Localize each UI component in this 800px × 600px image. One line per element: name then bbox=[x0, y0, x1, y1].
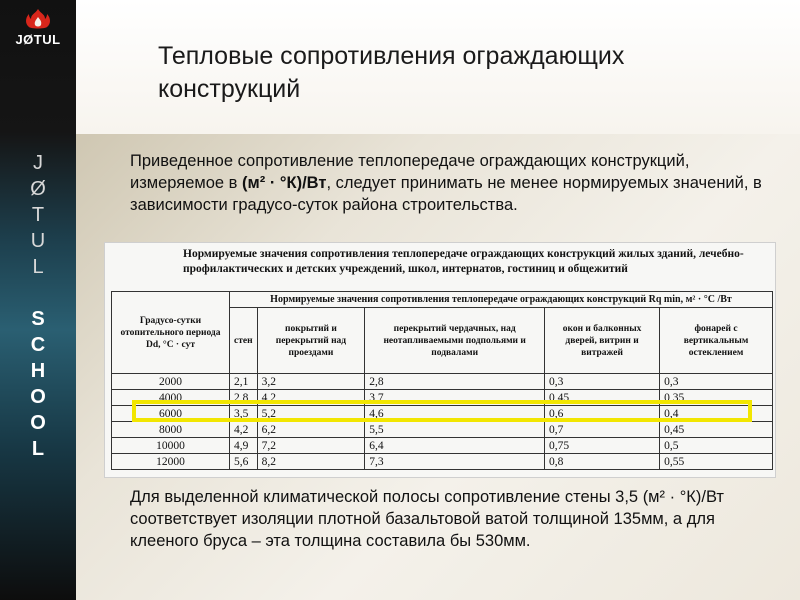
brand-bold-letters bbox=[22, 306, 54, 462]
logo-text: JØTUL bbox=[15, 32, 61, 47]
brand-letter: L bbox=[31, 438, 45, 460]
norm-table-image bbox=[104, 242, 776, 478]
table-cell: 3,5 bbox=[230, 406, 258, 422]
intro-unit: (м² · °К)/Вт bbox=[242, 174, 327, 192]
col-header-walls: стен bbox=[230, 308, 258, 374]
jotul-logo bbox=[6, 8, 70, 47]
table-cell: 10000 bbox=[112, 438, 230, 454]
table-cell: 3,2 bbox=[257, 374, 365, 390]
intro-paragraph bbox=[130, 150, 780, 216]
table-row bbox=[112, 390, 773, 406]
sidebar bbox=[0, 0, 76, 600]
table-cell: 6,2 bbox=[257, 422, 365, 438]
table-cell: 4,2 bbox=[230, 422, 258, 438]
table-row-highlighted bbox=[112, 406, 773, 422]
col-header-roofs: покрытий и перекрытий над проездами bbox=[257, 308, 365, 374]
brand-letter: Ø bbox=[30, 178, 46, 200]
col-header-skylights: фонарей с вертикальным остеклением bbox=[660, 308, 773, 374]
table-cell: 6,4 bbox=[365, 438, 545, 454]
col-header-windows: окон и балконных дверей, витрин и витражей bbox=[545, 308, 660, 374]
brand-letter: O bbox=[30, 386, 46, 408]
table-cell: 4,6 bbox=[365, 406, 545, 422]
table-cell: 12000 bbox=[112, 454, 230, 470]
table-cell: 0,3 bbox=[545, 374, 660, 390]
table-cell: 0,35 bbox=[660, 390, 773, 406]
table-cell: 8,2 bbox=[257, 454, 365, 470]
table-cell: 0,55 bbox=[660, 454, 773, 470]
table-cell: 0,45 bbox=[545, 390, 660, 406]
table-cell: 6000 bbox=[112, 406, 230, 422]
table-cell: 0,7 bbox=[545, 422, 660, 438]
table-cell: 2,8 bbox=[230, 390, 258, 406]
group-header: Нормируемые значения сопротивления теплопередаче ограждающих конструкций Rq min, м² · °С /Вт bbox=[230, 292, 773, 308]
table-cell: 0,5 bbox=[660, 438, 773, 454]
table-row bbox=[112, 374, 773, 390]
table-cell: 5,6 bbox=[230, 454, 258, 470]
intro-text-1: Приведенное сопротивление теплопередаче ограждающих конструкций, измеряемое в bbox=[130, 152, 690, 192]
table-cell: 5,5 bbox=[365, 422, 545, 438]
table-cell: 0,75 bbox=[545, 438, 660, 454]
table-cell: 0,4 bbox=[660, 406, 773, 422]
table-row bbox=[112, 422, 773, 438]
table-cell: 5,2 bbox=[257, 406, 365, 422]
brand-letter: S bbox=[31, 308, 45, 330]
table-cell: 3,7 bbox=[365, 390, 545, 406]
intro-text-2: , следует принимать не менее нормируемых значений, в зависимости градусо-суток района строительства. bbox=[130, 174, 762, 214]
table-cell: 0,3 bbox=[660, 374, 773, 390]
table-cell: 2,8 bbox=[365, 374, 545, 390]
table-cell: 0,45 bbox=[660, 422, 773, 438]
table-cell: 8000 bbox=[112, 422, 230, 438]
table-cell: 2,1 bbox=[230, 374, 258, 390]
brand-letter: J bbox=[33, 152, 43, 174]
flame-icon bbox=[23, 8, 53, 30]
table-cell: 2000 bbox=[112, 374, 230, 390]
brand-light-letters bbox=[22, 150, 54, 280]
brand-letter: U bbox=[30, 230, 46, 252]
table-cell: 0,6 bbox=[545, 406, 660, 422]
outro-paragraph: Для выделенной климатической полосы сопротивление стены 3,5 (м² · °К)/Вт соответствует изоляции плотной базальтовой ватой толщиной 135мм, а для клееного бруса – эта толщина составила бы 530мм. bbox=[130, 488, 724, 550]
table-cell: 0,8 bbox=[545, 454, 660, 470]
brand-letter: O bbox=[30, 412, 46, 434]
norm-table bbox=[111, 291, 773, 470]
brand-letter: C bbox=[30, 334, 46, 356]
table-cell: 4,2 bbox=[257, 390, 365, 406]
table-row bbox=[112, 438, 773, 454]
brand-letter: L bbox=[32, 256, 44, 278]
brand-letter: H bbox=[30, 360, 46, 382]
table-cell: 7,2 bbox=[257, 438, 365, 454]
col-header-degree-days: Градусо-сутки отопительного периода Dd, °С · сут bbox=[112, 292, 230, 374]
jotul-school-vertical bbox=[0, 150, 76, 480]
table-cell: 4,9 bbox=[230, 438, 258, 454]
table-heading: Нормируемые значения сопротивления теплопередаче ограждающих конструкций жилых зданий, лечебно-профилактических и детских учреждений, школ, интернатов, гостиниц и общежитий bbox=[183, 248, 744, 275]
table-cell: 7,3 bbox=[365, 454, 545, 470]
col-header-attic: перекрытий чердачных, над неотапливаемыми подпольями и подвалами bbox=[365, 308, 545, 374]
slide-title: Тепловые сопротивления ограждающих конструкций bbox=[158, 42, 625, 103]
table-row bbox=[112, 454, 773, 470]
brand-letter: T bbox=[31, 204, 45, 226]
table-cell: 4000 bbox=[112, 390, 230, 406]
